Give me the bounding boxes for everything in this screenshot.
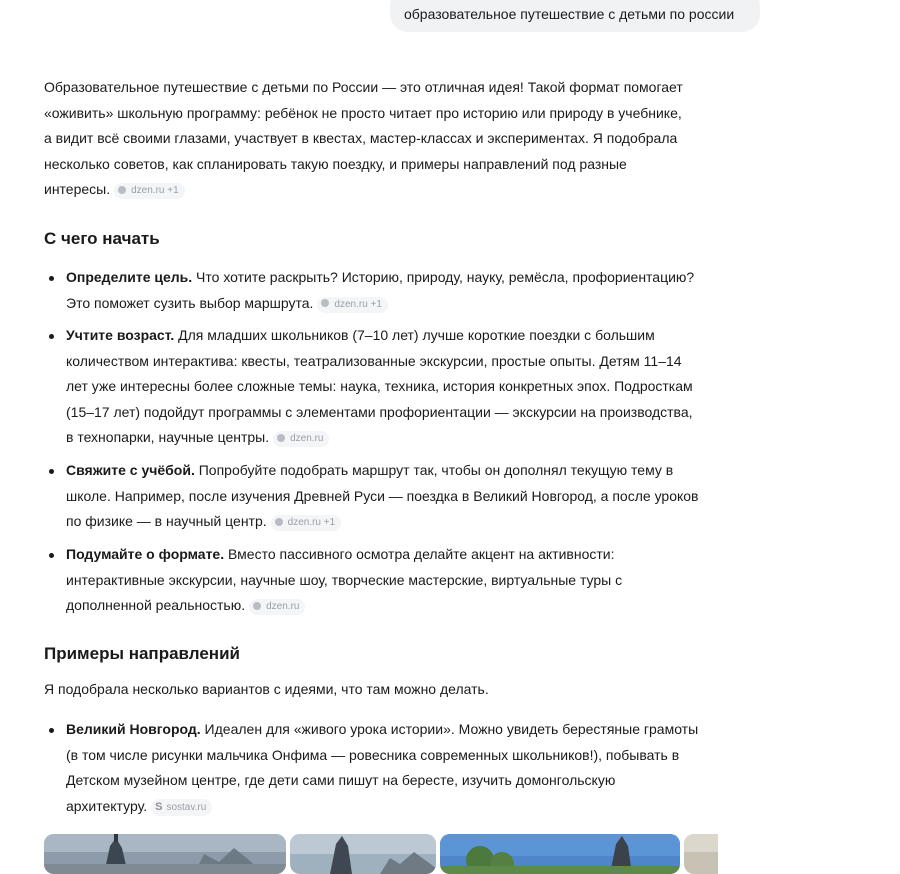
- source-chip[interactable]: [317, 297, 388, 313]
- examples-intro: Я подобрала несколько вариантов с идеями, что там можно делать.: [44, 681, 489, 697]
- user-message-text: образовательное путешествие с детьми по россии: [404, 6, 735, 22]
- item-line: лет уже интересны более сложные темы: наука, техника, история конкретных эпох. Подросткам: [66, 378, 693, 394]
- gallery-image[interactable]: [684, 834, 718, 874]
- list-item: [66, 458, 738, 535]
- list-item: [66, 542, 738, 619]
- list-item: [66, 265, 738, 316]
- item-line: в технопарки, научные центры.: [66, 429, 270, 445]
- item-line: интерактивные экскурсии, научные шоу, творческие мастерские, виртуальные туры с: [66, 571, 623, 588]
- intro-line: несколько советов, как спланировать такую поездку, и примеры направлений под разные: [44, 155, 627, 172]
- item-line: Что хотите раскрыть? Историю, природу, науку, ремёсла, профориентацию?: [192, 269, 695, 285]
- image-gallery: [44, 834, 718, 874]
- item-line: (15–17 лет) подойдут программы с элементами профориентации — экскурсии на производства,: [66, 403, 693, 420]
- list-item: [66, 717, 738, 819]
- intro-line: интересы.: [44, 181, 111, 197]
- item-line: (в том числе рисунки мальчика Онфима — ровесника современных школьников!), побывать в: [66, 746, 680, 763]
- source-chip[interactable]: [249, 599, 305, 615]
- section-title-start: С чего начать: [44, 229, 160, 248]
- item-title: Определите цель.: [66, 269, 193, 285]
- source-chip[interactable]: [273, 431, 329, 447]
- item-line: Идеален для «живого урока истории». Можно увидеть берестяные грамоты: [200, 721, 699, 737]
- source-chip[interactable]: [114, 183, 185, 199]
- item-line: по физике — в научный центр.: [66, 513, 267, 529]
- item-line: Это поможет сузить выбор маршрута.: [66, 294, 314, 311]
- intro-paragraph: [44, 75, 734, 203]
- item-line: архитектуру.: [66, 797, 148, 814]
- source-label: dzen.ru: [266, 601, 300, 612]
- list-item: [66, 323, 738, 451]
- section-title-examples: Примеры направлений: [44, 644, 240, 663]
- source-dot-icon: [321, 299, 329, 307]
- gallery-image[interactable]: [290, 834, 436, 874]
- source-dot-icon: [277, 434, 285, 442]
- source-label: dzen.ru +1: [334, 298, 382, 310]
- source-chip[interactable]: [271, 515, 342, 531]
- item-title: Подумайте о формате.: [66, 546, 225, 562]
- source-label: dzen.ru +1: [131, 185, 179, 196]
- intro-line: а видит всё своими глазами, участвует в квестах, мастер-классах и экспериментах. Я подобрала: [44, 130, 678, 146]
- source-label: dzen.ru +1: [287, 517, 336, 528]
- item-line: Вместо пассивного осмотра делайте акцент на активности:: [224, 546, 615, 562]
- source-dot-icon: [118, 186, 126, 194]
- source-label: dzen.ru: [290, 433, 324, 444]
- item-line: Для младших школьников (7–10 лет) лучше короткие поездки с большим: [174, 327, 655, 343]
- item-line: дополненной реальностью.: [66, 597, 246, 613]
- s-letter-icon: S: [155, 800, 163, 813]
- user-message-bubble: [390, 0, 760, 32]
- item-line: Детском музейном центре, где дети сами пишут на бересте, изучить домонгольскую: [66, 772, 616, 788]
- item-line: Попробуйте подобрать маршрут так, чтобы он дополнял текущую тему в: [194, 462, 674, 478]
- source-chip[interactable]: [151, 799, 212, 816]
- gallery-image[interactable]: [44, 834, 286, 874]
- item-title: Учтите возраст.: [66, 327, 175, 343]
- item-line: школе. Например, после изучения Древней Руси — поездка в Великий Новгород, а после уроков: [66, 487, 699, 504]
- item-title: Великий Новгород.: [66, 721, 201, 737]
- source-label: sostav.ru: [166, 801, 207, 813]
- intro-line: Образовательное путешествие с детьми по России — это отличная идея! Такой формат помогает: [44, 79, 683, 95]
- item-title: Свяжите с учёбой.: [66, 462, 195, 478]
- item-line: количеством интерактива: квесты, театрализованные экскурсии, простые опыты. Детям 11–14: [66, 352, 682, 369]
- source-dot-icon: [275, 518, 283, 526]
- intro-line: «оживить» школьную программу: ребёнок не просто читает про историю или природу в учебнике,: [44, 104, 682, 121]
- source-dot-icon: [253, 602, 261, 610]
- gallery-image[interactable]: [440, 834, 680, 874]
